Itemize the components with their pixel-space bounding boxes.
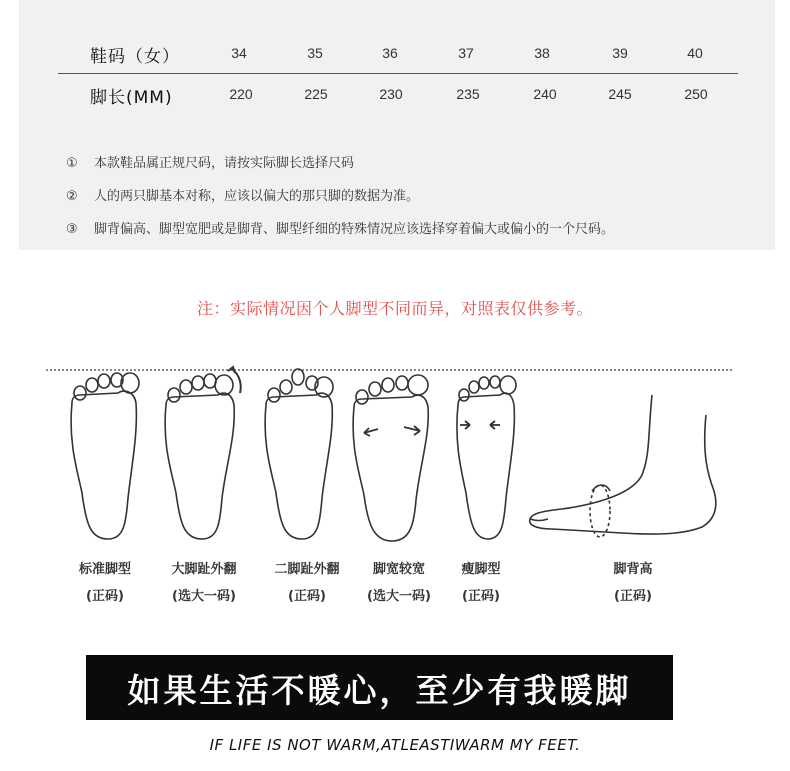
length-cell: 225 — [304, 86, 328, 102]
foot-size-advice: (正码) — [288, 589, 326, 604]
size-cell: 40 — [687, 45, 703, 61]
high-instep-foot-drawing — [522, 395, 722, 545]
size-cell: 36 — [382, 45, 398, 61]
foot-size-advice: (正码) — [86, 589, 124, 604]
note-text: 脚背偏高、脚型宽肥或是脚背、脚型纤细的特殊情况应该选择穿着偏大或偏小的一个尺码。 — [94, 222, 615, 237]
length-cell: 245 — [608, 86, 632, 102]
foot-type-label: 瘦脚型 — [461, 562, 501, 577]
size-cell: 35 — [307, 45, 323, 61]
foot-type-label: 二脚趾外翻 — [274, 562, 340, 577]
wide-foot-drawing — [348, 363, 438, 543]
foot-length-row — [58, 75, 738, 115]
slim-foot-drawing — [448, 363, 528, 543]
length-cell: 230 — [379, 86, 403, 102]
note-item — [66, 185, 419, 204]
foot-type-label: 大脚趾外翻 — [171, 562, 237, 577]
standard-foot-drawing — [60, 363, 150, 543]
foot-size-advice: (正码) — [614, 589, 652, 604]
slogan-text: 如果生活不暖心，至少有我暖脚 — [127, 671, 632, 710]
note-item — [66, 218, 614, 237]
slogan-banner — [86, 655, 673, 720]
note-number: ① — [66, 156, 78, 171]
length-cell: 240 — [533, 86, 557, 102]
foot-length-label: 脚长(MM) — [90, 88, 173, 108]
note-text: 本款鞋品属正规尺码，请按实际脚长选择尺码 — [94, 156, 355, 171]
note-text: 人的两只脚基本对称，应该以偏大的那只脚的数据为准。 — [94, 189, 420, 204]
foot-size-advice: (选大一码) — [367, 589, 431, 604]
foot-size-advice: (正码) — [462, 589, 500, 604]
bunion-foot-drawing — [158, 361, 253, 543]
length-cell: 220 — [229, 86, 253, 102]
foot-types-illustration — [0, 355, 790, 615]
note-number: ② — [66, 189, 78, 204]
length-cell: 235 — [456, 86, 480, 102]
note-item — [66, 152, 354, 171]
size-cell: 38 — [534, 45, 550, 61]
shoe-size-row — [58, 34, 738, 74]
foot-size-advice: (选大一码) — [172, 589, 236, 604]
size-cell: 37 — [458, 45, 474, 61]
foot-type-label: 脚背高 — [613, 562, 653, 577]
size-cell: 34 — [231, 45, 247, 61]
foot-type-label: 脚宽较宽 — [372, 562, 425, 577]
second-toe-foot-drawing — [258, 363, 348, 543]
foot-type-label: 标准脚型 — [78, 562, 131, 577]
size-cell: 39 — [612, 45, 628, 61]
shoe-size-label: 鞋码（女） — [90, 47, 180, 67]
length-cell: 250 — [684, 86, 708, 102]
table-divider — [58, 73, 738, 74]
note-number: ③ — [66, 222, 78, 237]
reference-warning: 注：实际情况因个人脚型不同而异，对照表仅供参考。 — [196, 299, 593, 318]
english-tagline: IF LIFE IS NOT WARM,ATLEASTIWARM MY FEET. — [209, 736, 581, 754]
